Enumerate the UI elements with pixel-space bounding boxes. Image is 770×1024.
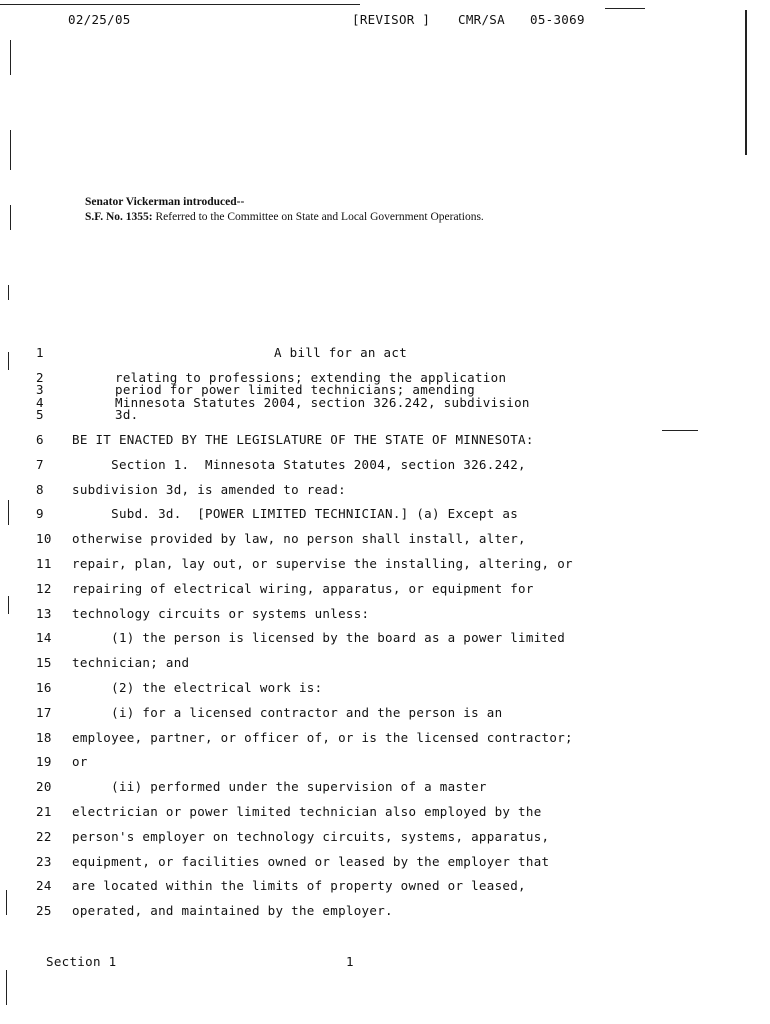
scan-left-mark xyxy=(6,970,7,1005)
line-number: 7 xyxy=(36,457,44,472)
caption-line: Minnesota Statutes 2004, section 326.242, subdivision xyxy=(115,395,530,410)
body-line: repairing of electrical wiring, apparatus, or equipment for xyxy=(72,581,534,596)
intro-committee: Referred to the Committee on State and Local Government Operations. xyxy=(152,211,484,223)
scan-left-mark xyxy=(8,285,9,300)
line-number: 14 xyxy=(36,630,52,645)
caption-line: 3d. xyxy=(115,407,139,422)
line-number: 9 xyxy=(36,506,44,521)
line-number: 8 xyxy=(36,482,44,497)
scan-top-line xyxy=(0,4,360,5)
scan-left-mark xyxy=(8,500,9,525)
body-line: Subd. 3d. [POWER LIMITED TECHNICIAN.] (a) Except as xyxy=(72,506,519,521)
line-number: 4 xyxy=(36,395,44,410)
line-number: 6 xyxy=(36,432,44,447)
body-line: subdivision 3d, is amended to read: xyxy=(72,482,346,497)
line-number: 12 xyxy=(36,581,52,596)
body-line: or xyxy=(72,754,88,769)
line-number: 3 xyxy=(36,382,44,397)
scan-left-mark xyxy=(6,890,7,915)
body-line: person's employer on technology circuits, systems, apparatus, xyxy=(72,829,550,844)
line-number: 18 xyxy=(36,730,52,745)
scan-left-mark xyxy=(10,130,11,170)
body-line: otherwise provided by law, no person shall install, alter, xyxy=(72,531,526,546)
intro-sponsor: Senator Vickerman introduced-- xyxy=(85,196,245,208)
line-number: 13 xyxy=(36,606,52,621)
scan-right-dash xyxy=(662,430,698,431)
body-line: (2) the electrical work is: xyxy=(72,680,323,695)
line-number: 11 xyxy=(36,556,52,571)
footer-section: Section 1 xyxy=(46,954,117,969)
line-number: 22 xyxy=(36,829,52,844)
body-line: equipment, or facilities owned or leased by the employer that xyxy=(72,854,550,869)
body-line: technician; and xyxy=(72,655,190,670)
scan-left-mark xyxy=(8,596,9,614)
line-number: 25 xyxy=(36,903,52,918)
line-number: 15 xyxy=(36,655,52,670)
body-line: BE IT ENACTED BY THE LEGISLATURE OF THE STATE OF MINNESOTA: xyxy=(72,432,534,447)
body-line: are located within the limits of property owned or leased, xyxy=(72,878,526,893)
line-number: 17 xyxy=(36,705,52,720)
scan-left-mark xyxy=(10,205,11,230)
header-revisor: [REVISOR ] xyxy=(352,12,431,27)
body-line: (ii) performed under the supervision of a master xyxy=(72,779,487,794)
line-number: 23 xyxy=(36,854,52,869)
bill-title: A bill for an act xyxy=(274,345,408,360)
body-line: operated, and maintained by the employer. xyxy=(72,903,393,918)
header-code: CMR/SA xyxy=(458,12,505,27)
line-number: 16 xyxy=(36,680,52,695)
intro-referral xyxy=(85,211,484,223)
line-number: 19 xyxy=(36,754,52,769)
body-line: electrician or power limited technician also employed by the xyxy=(72,804,542,819)
body-line: technology circuits or systems unless: xyxy=(72,606,370,621)
header-bill-number: 05-3069 xyxy=(530,12,585,27)
scan-left-mark xyxy=(10,40,11,75)
line-number: 10 xyxy=(36,531,52,546)
body-line: repair, plan, lay out, or supervise the installing, altering, or xyxy=(72,556,573,571)
caption-line: period for power limited technicians; amending xyxy=(115,382,475,397)
line-number: 20 xyxy=(36,779,52,794)
body-line: employee, partner, or officer of, or is the licensed contractor; xyxy=(72,730,573,745)
body-line: (i) for a licensed contractor and the person is an xyxy=(72,705,503,720)
line-number: 1 xyxy=(36,345,44,360)
line-number: 21 xyxy=(36,804,52,819)
line-number: 5 xyxy=(36,407,44,422)
header-date: 02/25/05 xyxy=(68,12,131,27)
scan-top-mark xyxy=(605,8,645,9)
intro-file-number: S.F. No. 1355: xyxy=(85,211,153,223)
body-line: (1) the person is licensed by the board as a power limited xyxy=(72,630,566,645)
line-number: 2 xyxy=(36,370,44,385)
line-number: 24 xyxy=(36,878,52,893)
body-line: Section 1. Minnesota Statutes 2004, section 326.242, xyxy=(72,457,526,472)
caption-line: relating to professions; extending the application xyxy=(115,370,507,385)
scan-right-edge xyxy=(745,10,747,155)
scan-left-mark xyxy=(8,352,9,370)
footer-page-number: 1 xyxy=(346,954,354,969)
